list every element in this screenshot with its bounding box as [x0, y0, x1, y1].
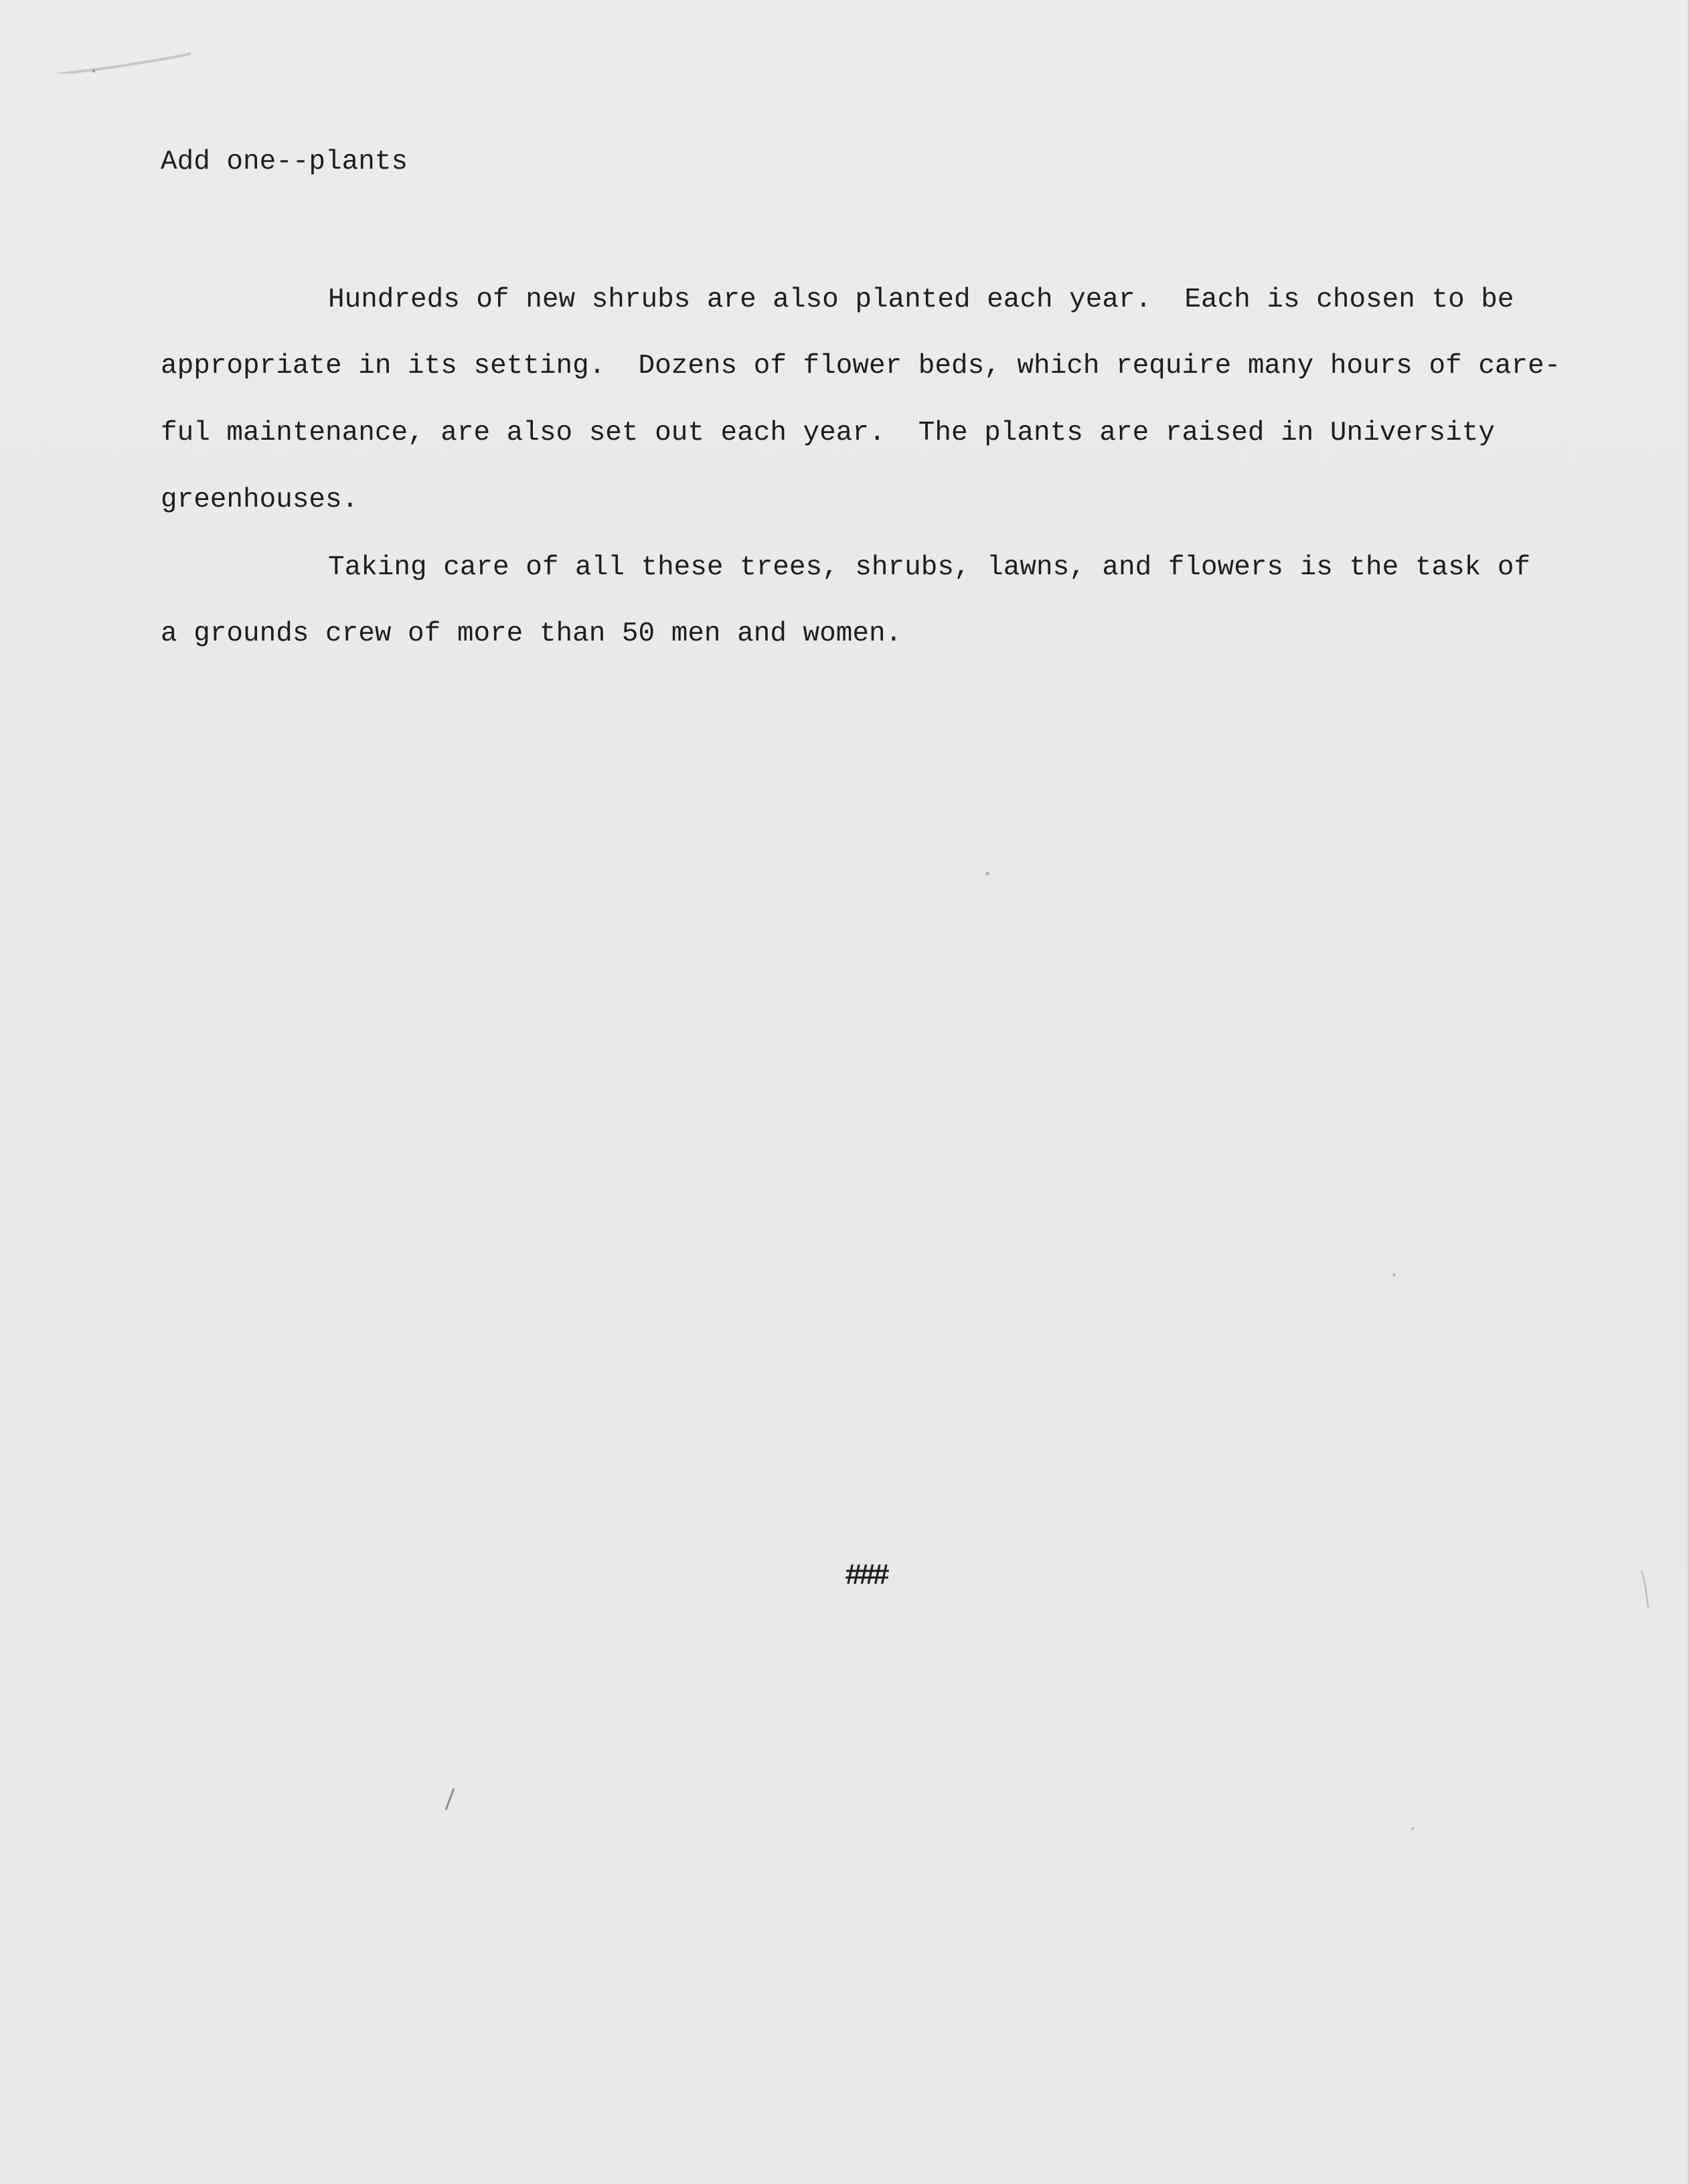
speck-mark [1392, 1273, 1396, 1276]
paragraph-1-line-3: ful maintenance, are also set out each year. The plants are raised in University [161, 418, 1495, 448]
paragraph-2-line-1: Taking care of all these trees, shrubs, lawns, and flowers is the task of [328, 552, 1531, 583]
end-mark: ### [845, 1560, 886, 1593]
edge-tick-mark [1639, 1570, 1652, 1610]
slug-line: Add one--plants [161, 147, 408, 177]
speck-mark [985, 871, 989, 875]
paragraph-1-line-1: Hundreds of new shrubs are also planted each year. Each is chosen to be [328, 284, 1514, 315]
paragraph-1-line-2: appropriate in its setting. Dozens of flower beds, which require many hours of care- [161, 351, 1561, 382]
paragraph-2-line-2: a grounds crew of more than 50 men and women. [161, 618, 902, 649]
paragraph-1-line-4: greenhouses. [161, 485, 359, 515]
stray-pencil-mark [442, 1786, 458, 1813]
corner-smudge-mark [20, 47, 194, 74]
speck-mark [1411, 1827, 1414, 1830]
